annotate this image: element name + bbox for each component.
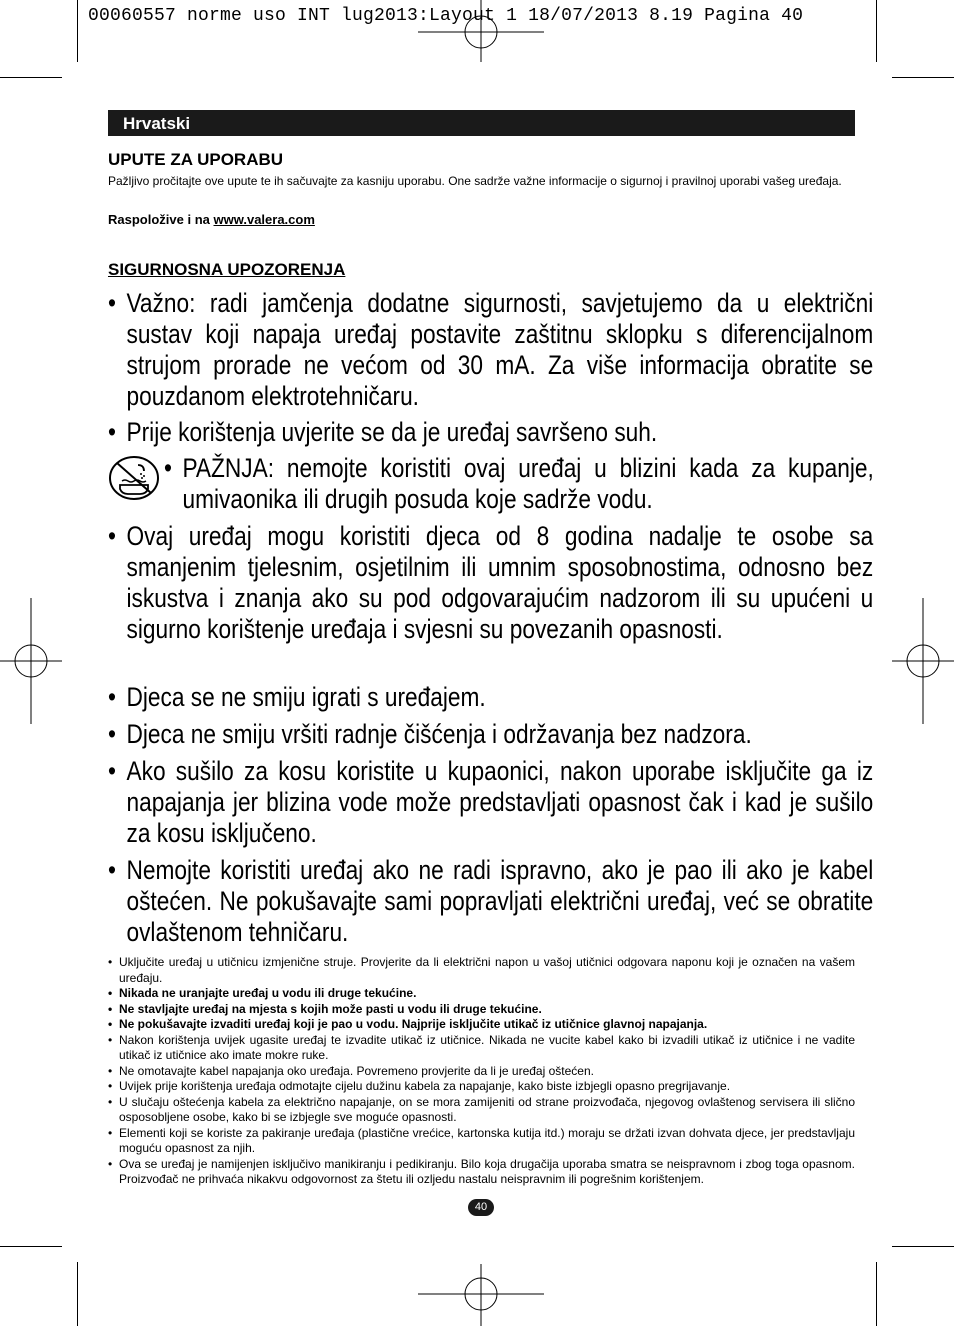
availability-label: Raspoložive i na	[108, 212, 210, 227]
big-warning-7: • Ako sušilo za kosu koristite u kupaonici, nakon uporabe isključite ga iz napajanja jer blizina vode može predstavljati opasnost čak i kad je sušilo za kosu isključeno.	[108, 756, 735, 849]
print-slug: 00060557 norme uso INT lug2013:Layout 1 18/07/2013 8.19 Pagina 40	[88, 6, 804, 26]
big-warning-2: • Prije korištenja uvjerite se da je uređaj savršeno suh.	[108, 417, 735, 448]
page-number: 40	[468, 1199, 494, 1216]
small-warnings-list	[108, 955, 855, 1188]
big-warning-8: • Nemojte koristiti uređaj ako ne radi ispravno, ako je pao ili ako je kabel oštećen. Ne pokušavajte sami popravljati električni uređaj, već se obratite ovlaštenom tehničaru.	[108, 855, 735, 948]
big-warning-6: • Djeca ne smiju vršiti radnje čišćenja i održavanja bez nadzora.	[108, 719, 735, 750]
availability-line	[108, 212, 315, 227]
list-item: • Nikada ne uranjajte uređaj u vodu ili druge tekućine.	[108, 986, 855, 1002]
registration-mark-right	[892, 598, 954, 724]
list-item: • Ne stavljajte uređaj na mjesta s kojih može pasti u vodu ili druge tekućine.	[108, 1002, 855, 1018]
registration-mark-top	[418, 0, 544, 62]
language-label: Hrvatski	[123, 114, 191, 133]
no-bath-water-icon	[108, 455, 160, 501]
list-item: • Uključite uređaj u utičnicu izmjenične struje. Provjerite da li električni napon u vašoj utičnici odgovara naponu koji je označen na vašem uređaju.	[108, 955, 855, 986]
list-item: • U slučaju oštećenja kabela za električno napajanje, on se mora zamijeniti od strane proizvođača, njegovog ovlaštenog servisera ili slično osposobljene osobe, kako bi se izbjegle sve moguće opasnosti.	[108, 1095, 855, 1126]
safety-title: SIGURNOSNA UPOZORENJA	[108, 260, 346, 279]
big-warning-1: • Važno: radi jamčenja dodatne sigurnosti, savjetujemo da u električni sustav koji napaja uređaj postavite zaštitnu sklopku s diferencijalnom strujom prorade ne većom od 30 mA. Za više informacija obratite se pouzdanom elektrotehničaru.	[108, 288, 735, 412]
registration-mark-bottom	[418, 1264, 544, 1326]
website-link[interactable]: www.valera.com	[213, 212, 315, 227]
language-header	[108, 110, 855, 136]
big-warning-4: • Ovaj uređaj mogu koristiti djeca od 8 godina nadalje te osobe sa smanjenim tjelesnim, osjetilnim ili umnim sposobnostima, odnosno bez iskustva i znanja ako su pod odgovarajućim nadzorom ili su upućeni u sigurno korištenje uređaja i svjesni su povezanih opasnosti.	[108, 521, 735, 645]
instructions-title: UPUTE ZA UPORABU	[108, 150, 284, 169]
instructions-intro: Pažljivo pročitajte ove upute te ih sačuvajte za kasniju uporabu. One sadrže važne informacije o sigurnoj i pravilnoj uporabi vašeg uređaja.	[108, 174, 842, 188]
big-warning-5: • Djeca se ne smiju igrati s uređajem.	[108, 682, 735, 713]
list-item: • Elementi koji se koriste za pakiranje uređaja (plastične vrećice, kartonska kutija itd.) moraju se držati izvan dohvata djece, jer predstavljaju moguću opasnost za njih.	[108, 1126, 855, 1157]
list-item: • Ova se uređaj je namijenjen isključivo manikiranju i pedikiranju. Bilo koja drugačija uporaba smatra se neispravnom i zbog toga opasnom. Proizvođač ne prihvaća nikakvu odgovornost za štetu ili ozljedu nastalu neispravnim ili pogrešnim korištenjem.	[108, 1157, 855, 1188]
big-warning-3: • PAŽNJA: nemojte koristiti ovaj uređaj u blizini kada za kupanje, umivaonika ili drugih posuda koje sadrže vodu.	[164, 453, 791, 515]
list-item: • Ne pokušavajte izvaditi uređaj koji je pao u vodu. Najprije isključite utikač iz utičnice glavnoj napajanja.	[108, 1017, 855, 1033]
list-item: • Uvijek prije korištenja uređaja odmotajte cijelu dužinu kabela za napajanje, kako biste izbjegli opasno pregrijavanje.	[108, 1079, 855, 1095]
list-item: • Nakon korištenja uvijek ugasite uređaj te izvadite utikač iz utičnice. Nikada ne vucite kabel kako bi izvadili utikač iz utičnice i ne vadite utikač iz utičnice ako imate mokre ruke.	[108, 1033, 855, 1064]
list-item: • Ne omotavajte kabel napajanja oko uređaja. Povremeno provjerite da li je uređaj oštećen.	[108, 1064, 855, 1080]
registration-mark-left	[0, 598, 62, 724]
